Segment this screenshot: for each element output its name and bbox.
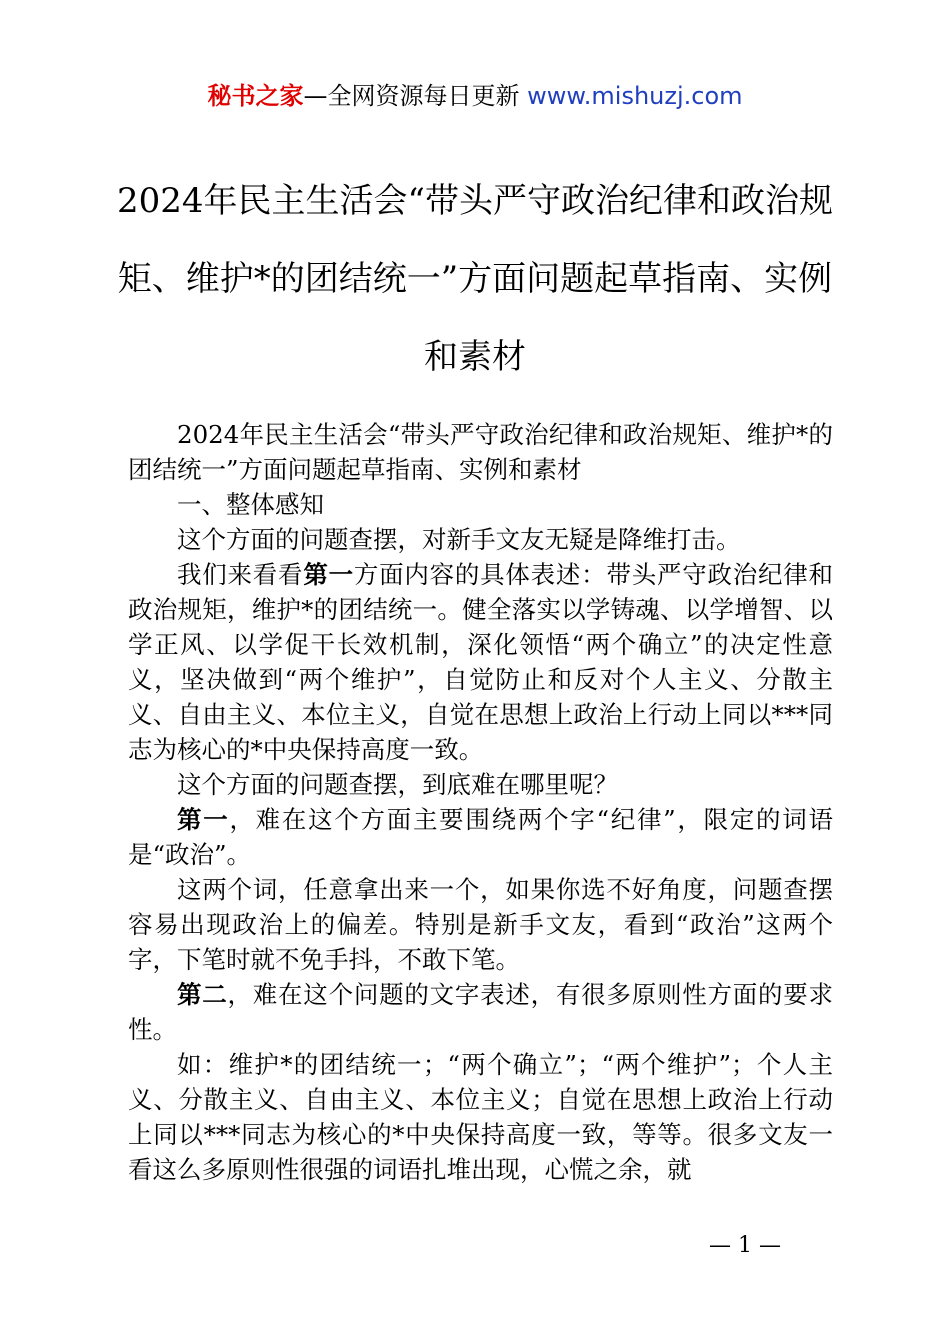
paragraph-text: ，难在这个方面主要围绕两个字“纪律”，限定的词语是“政治”。 [128,805,833,869]
paragraph-text: ，难在这个问题的文字表述，有很多原则性方面的要求性。 [128,980,834,1044]
page-number: — 1 — [709,1233,781,1258]
paragraph: 这两个词，任意拿出来一个，如果你选不好角度，问题查摆容易出现政治上的偏差。特别是新手文友，看到“政治”这两个字，下笔时就不免手抖，不敢下笔。 [128,875,833,974]
site-url-link[interactable]: www.mishuzj.com [527,82,743,110]
site-header [0,80,950,112]
document-body [128,417,833,1187]
bold-text: 第二 [177,980,228,1009]
document-title: 2024年民主生活会“带头严守政治纪律和政治规矩、维护*的团结统一”方面问题起草指南、实例和素材 [117,181,833,377]
paragraph: 2024年民主生活会“带头严守政治纪律和政治规矩、维护*的团结统一”方面问题起草指南、实例和素材 [128,420,833,484]
paragraph: 如：维护*的团结统一；“两个确立”；“两个维护”；个人主义、分散主义、自由主义、本位主义；自觉在思想上政治上行动上同以***同志为核心的*中央保持高度一致，等等。很多文友一看这么多原则性很强的词语扎堆出现，心慌之余，就 [128,1050,833,1184]
paragraph [128,557,833,767]
paragraph: 这个方面的问题查摆，到底难在哪里呢？ [177,770,618,799]
paragraph-text: 方面内容的具体表述：带头严守政治纪律和政治规矩，维护*的团结统一。健全落实以学铸魂、以学增智、以学正风、以学促干长效机制，深化领悟“两个确立”的决定性意义，坚决做到“两个维护”，自觉防止和反对个人主义、分散主义、自由主义、本位主义，自觉在思想上政治上行动上同以***同志为核心的*中央保持高度一致。 [128,560,834,764]
section-heading: 一、整体感知 [177,490,324,519]
paragraph-text: 我们来看看 [177,560,304,589]
bold-text: 第一 [177,805,230,834]
paragraph: 这个方面的问题查摆，对新手文友无疑是降维打击。 [177,525,741,554]
paragraph [128,977,833,1047]
paragraph [128,802,833,872]
header-tagline: —全网资源每日更新 [303,82,528,110]
bold-text: 第一 [303,560,354,589]
brand-name: 秘书之家 [207,82,304,110]
